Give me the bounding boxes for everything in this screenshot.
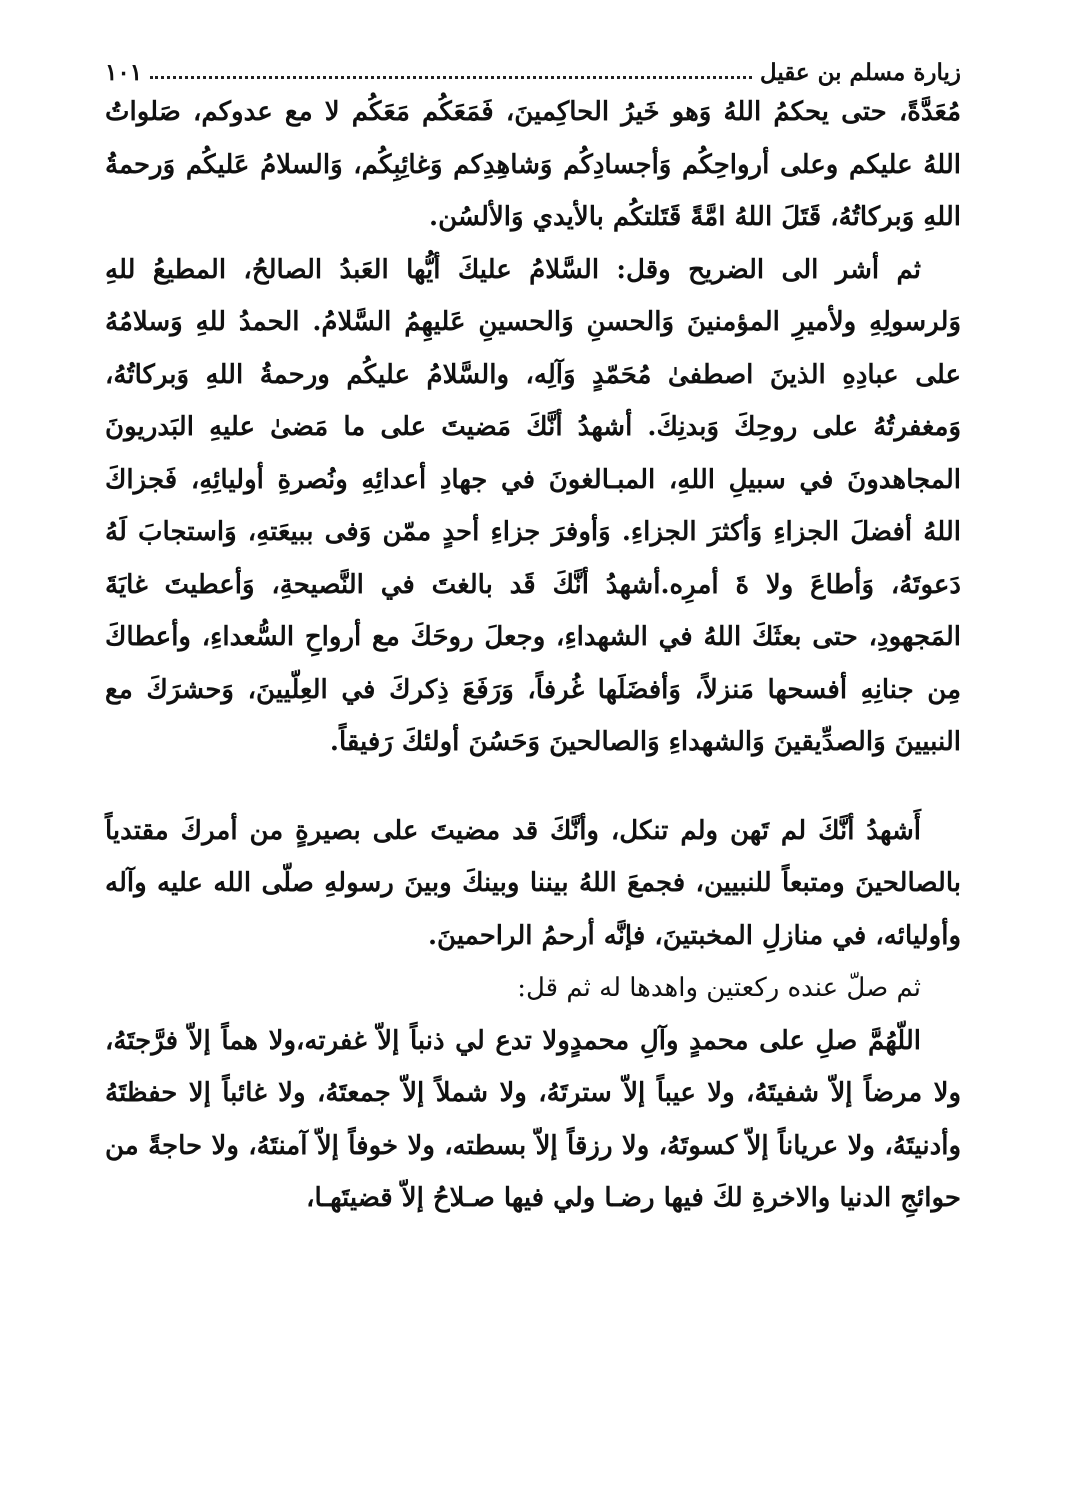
paragraph-gap [105, 769, 961, 805]
dotted-leader [150, 76, 752, 79]
page-number: ١٠١ [105, 59, 143, 86]
paragraph-testimony: أَشهدُ أنَّكَ لم تَهن ولم تنكل، وأنَّكَ قد مضيتَ على بصيرةٍ من أمركَ مقتدياً بالصالحينَ ومتبعاً للنبيين، فجمعَ اللهُ بيننا وبينكَ وبينَ رسولهِ صلّى الله عليه وآله وأوليائه، في منازلِ المخبتينَ، فإنَّه أرحمُ الراحمينَ. [105, 815, 961, 951]
paragraph-salutation-end: مُعَدَّةً، حتى يحكمُ اللهُ وَهو خَيرُ الحاكِمينَ، فَمَعَكُم مَعَكُم لا مع عدوكم، صَلواتُ اللهُ عليكم وعلى أرواحِكُم وَأجسادِكُم وَشاهِدِكم وَغائِبِكُم، وَالسلامُ عَليكُم وَرحمةُ اللهِ وَبركاتُهُ، قَتَلَ اللهُ امَّةً قَتَلتكُم بالأيدي وَالألسُن. [105, 97, 961, 232]
paragraph-shrine-greeting: ثم أشر الى الضريح وقل: السَّلامُ عليكَ أيُّها العَبدُ الصالحُ، المطيعُ للهِ وَلرسولِهِ ولأميرِ المؤمنينَ وَالحسنِ وَالحسينِ عَليهِمُ السَّلامُ. الحمدُ للهِ وَسلامُهُ على عبادِهِ الذينَ اصطفىٰ مُحَمّدٍ وَآلِه، والسَّلامُ عليكُم ورحمةُ اللهِ وَبركاتُهُ، وَمغفرتُهُ على روحِكَ وَبدنِكَ. أشهدُ أنَّكَ مَضيتَ على ما مَضىٰ عليهِ البَدريونَ المجاهدونَ في سبيلِ اللهِ، المبـالغونَ في جهادِ أعدائِهِ ونُصرةِ أوليائِهِ، فَجزاكَ اللهُ أفضلَ الجزاءِ وَأكثرَ الجزاءِ. وَأوفرَ جزاءِ أحدٍ ممّن وَفى ببيعَتهِ، وَاستجابَ لَهُ دَعوتَهُ، وَأطاعَ ولا ةَ أمرِه.أشهدُ أنَّكَ قَد بالغتَ في النَّصيحةِ، وَأعطيتَ غايَةَ المَجهودِ، حتى بعثَكَ اللهُ في الشهداءِ، وجعلَ روحَكَ مع أرواحِ السُّعداءِ، وأعطاكَ مِن جنانِهِ أفسحها مَنزلاً، وَأفضَلَها غُرفاً، وَرَفَعَ ذِكركَ في العِلّيينَ، وَحشرَكَ مع النبيينَ وَالصدِّيقينَ وَالشهداءِ وَالصالحينَ وَحَسُنَ أولئكَ رَفيقاً. [105, 254, 961, 757]
book-title: زيارة مسلم بن عقيل [759, 59, 961, 86]
paragraph-supplication: اللّهُمَّ صلِ على محمدٍ وآلِ محمدٍولا تدع لي ذنباً إلاّ غفرته،ولا هماً إلاّ فرَّجتَهُ، ولا مرضاً إلاّ شفيتَهُ، ولا عيباً إلاّ سترتَهُ، ولا شملاً إلاّ جمعتَهُ، ولا غائباً إلا حفظتَهُ وأدنيتَهُ، ولا عرياناً إلاّ كسوتَهُ، ولا رزقاً إلاّ بسطته، ولا خوفاً إلاّ آمنتَهُ، ولا حاجةً من حوائجِ الدنيا والاخرةِ لكَ فيها رضـا ولي فيها صـلاحُ إلاّ قضيتَهـا، [105, 1025, 961, 1213]
instruction-prayer: ثم صلّ عنده ركعتين واهدها له ثم قل: [517, 973, 921, 1003]
running-header [105, 40, 961, 86]
